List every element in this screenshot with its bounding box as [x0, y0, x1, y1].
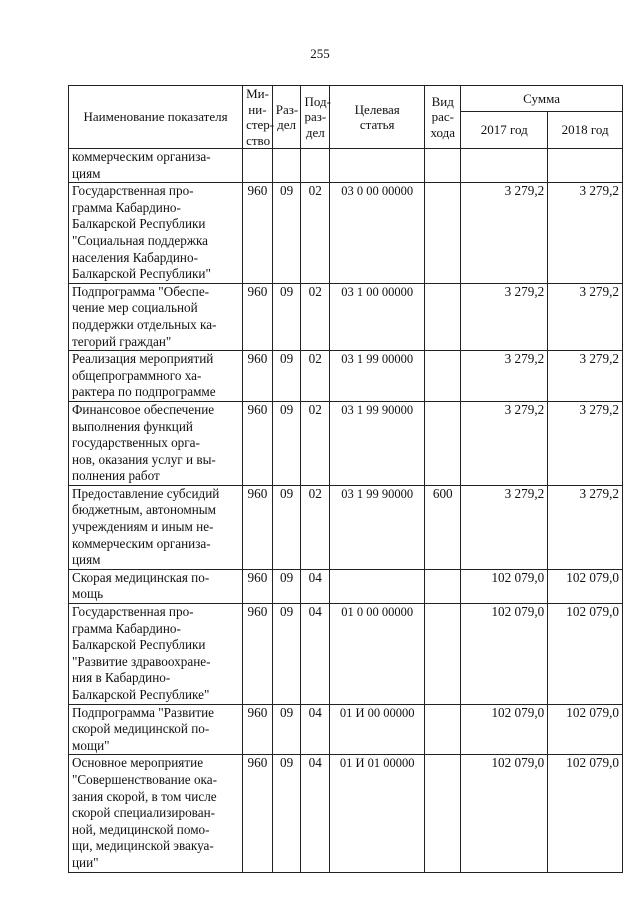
cell-expense-type — [425, 704, 461, 755]
cell-ministry: 960 — [243, 183, 273, 284]
cell-amount-2017: 3 279,2 — [461, 283, 548, 350]
cell-subsection — [301, 149, 330, 183]
cell-target: 03 1 00 00000 — [330, 283, 425, 350]
cell-target: 03 1 99 90000 — [330, 485, 425, 569]
cell-section: 09 — [272, 401, 301, 485]
cell-expense-type — [425, 183, 461, 284]
cell-amount-2018: 3 279,2 — [548, 183, 623, 284]
cell-section — [272, 149, 301, 183]
cell-subsection: 04 — [301, 604, 330, 705]
header-target: Целевая статья — [330, 86, 425, 149]
header-expense-type: Вид рас- хода — [425, 86, 461, 149]
page-number: 255 — [310, 46, 330, 61]
header-subsection: Под- раз- дел — [301, 86, 330, 149]
cell-ministry: 960 — [243, 351, 273, 402]
header-sum: Сумма — [461, 86, 623, 112]
cell-amount-2018: 102 079,0 — [548, 755, 623, 872]
cell-expense-type — [425, 604, 461, 705]
cell-name: Скорая медицинская по- мощь — [69, 569, 243, 603]
cell-expense-type — [425, 149, 461, 183]
cell-amount-2018: 102 079,0 — [548, 604, 623, 705]
cell-target: 03 0 00 00000 — [330, 183, 425, 284]
cell-ministry: 960 — [243, 604, 273, 705]
table-row — [69, 149, 623, 183]
cell-target: 01 И 01 00000 — [330, 755, 425, 872]
cell-name: Основное мероприятие "Совершенствование ока- зания скорой, в том числе скорой специализирован- ной, медицинской помо- щи, медицинской эвакуа- ции" — [69, 755, 243, 872]
cell-section: 09 — [272, 283, 301, 350]
cell-ministry: 960 — [243, 704, 273, 755]
table-row — [69, 401, 623, 485]
cell-section: 09 — [272, 604, 301, 705]
cell-expense-type — [425, 283, 461, 350]
cell-subsection: 04 — [301, 755, 330, 872]
cell-amount-2018: 102 079,0 — [548, 704, 623, 755]
table-header-row — [69, 86, 623, 112]
cell-target: 01 И 00 00000 — [330, 704, 425, 755]
cell-expense-type — [425, 351, 461, 402]
cell-amount-2018: 3 279,2 — [548, 401, 623, 485]
header-year-2017: 2017 год — [461, 112, 548, 149]
table-row — [69, 485, 623, 569]
cell-name: коммерческим организа- циям — [69, 149, 243, 183]
cell-name: Реализация мероприятий общепрограммного ха- рактера по подпрограмме — [69, 351, 243, 402]
cell-amount-2018: 102 079,0 — [548, 569, 623, 603]
cell-name: Подпрограмма "Развитие скорой медицинской по- мощи" — [69, 704, 243, 755]
cell-amount-2017: 3 279,2 — [461, 401, 548, 485]
cell-section: 09 — [272, 351, 301, 402]
cell-subsection: 04 — [301, 569, 330, 603]
cell-ministry: 960 — [243, 401, 273, 485]
cell-subsection: 04 — [301, 704, 330, 755]
cell-name: Государственная про- грамма Кабардино- Балкарской Республики "Социальная поддержка населения Кабардино- Балкарской Республики" — [69, 183, 243, 284]
table-row — [69, 604, 623, 705]
header-name: Наименование показателя — [69, 86, 243, 149]
table-row — [69, 755, 623, 872]
header-section: Раз- дел — [272, 86, 301, 149]
cell-section: 09 — [272, 704, 301, 755]
cell-subsection: 02 — [301, 283, 330, 350]
cell-target: 03 1 99 90000 — [330, 401, 425, 485]
cell-name: Подпрограмма "Обеспе- чение мер социальной поддержки отдельных ка- тегорий граждан" — [69, 283, 243, 350]
budget-table — [68, 85, 623, 873]
header-ministry: Ми- ни- стер- ство — [243, 86, 273, 149]
table-row — [69, 183, 623, 284]
cell-name: Финансовое обеспечение выполнения функций государственных орга- нов, оказания услуг и вы- полнения работ — [69, 401, 243, 485]
cell-name: Предоставление субсидий бюджетным, автономным учреждениям и иным не- коммерческим организа- циям — [69, 485, 243, 569]
cell-expense-type: 600 — [425, 485, 461, 569]
cell-amount-2018: 3 279,2 — [548, 351, 623, 402]
cell-amount-2017 — [461, 149, 548, 183]
table-row — [69, 569, 623, 603]
cell-name: Государственная про- грамма Кабардино- Балкарской Республики "Развитие здравоохране- ния в Кабардино- Балкарской Республике" — [69, 604, 243, 705]
cell-amount-2017: 102 079,0 — [461, 569, 548, 603]
cell-amount-2017: 102 079,0 — [461, 604, 548, 705]
cell-amount-2018: 3 279,2 — [548, 485, 623, 569]
table-row — [69, 283, 623, 350]
table-row — [69, 704, 623, 755]
cell-amount-2018: 3 279,2 — [548, 283, 623, 350]
cell-ministry — [243, 149, 273, 183]
cell-amount-2017: 3 279,2 — [461, 183, 548, 284]
cell-target: 03 1 99 00000 — [330, 351, 425, 402]
cell-ministry: 960 — [243, 569, 273, 603]
cell-target — [330, 149, 425, 183]
cell-amount-2017: 102 079,0 — [461, 704, 548, 755]
cell-amount-2017: 102 079,0 — [461, 755, 548, 872]
cell-expense-type — [425, 755, 461, 872]
cell-subsection: 02 — [301, 401, 330, 485]
cell-ministry: 960 — [243, 755, 273, 872]
cell-subsection: 02 — [301, 351, 330, 402]
cell-expense-type — [425, 401, 461, 485]
cell-expense-type — [425, 569, 461, 603]
cell-amount-2017: 3 279,2 — [461, 485, 548, 569]
cell-target: 01 0 00 00000 — [330, 604, 425, 705]
cell-amount-2018 — [548, 149, 623, 183]
cell-section: 09 — [272, 755, 301, 872]
cell-section: 09 — [272, 569, 301, 603]
cell-target — [330, 569, 425, 603]
table-row — [69, 351, 623, 402]
cell-amount-2017: 3 279,2 — [461, 351, 548, 402]
cell-subsection: 02 — [301, 485, 330, 569]
cell-section: 09 — [272, 485, 301, 569]
cell-section: 09 — [272, 183, 301, 284]
header-year-2018: 2018 год — [548, 112, 623, 149]
cell-subsection: 02 — [301, 183, 330, 284]
cell-ministry: 960 — [243, 283, 273, 350]
cell-ministry: 960 — [243, 485, 273, 569]
